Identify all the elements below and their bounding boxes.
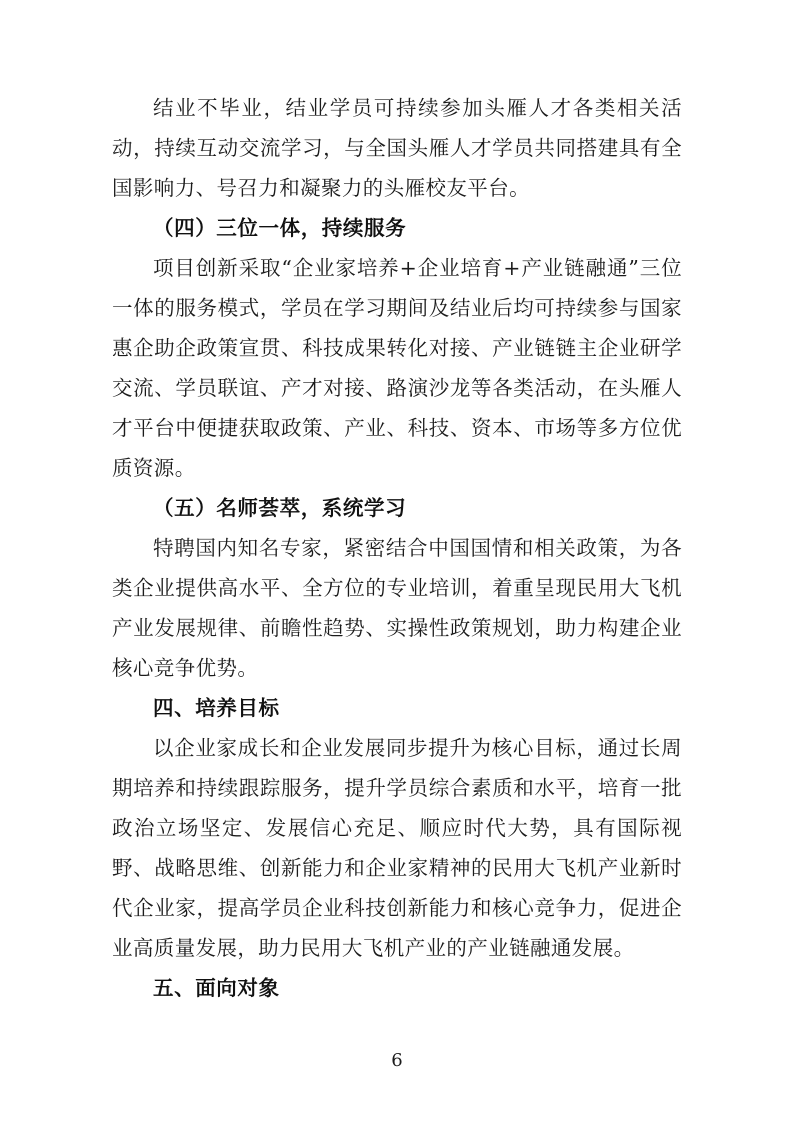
page-number: 6: [391, 1050, 403, 1071]
paragraph-expert-training: 特聘国内知名专家，紧密结合中国国情和相关政策，为各类企业提供高水平、全方位的专业培训，着重呈现民用大飞机产业发展规律、前瞻性趋势、实操性政策规划，助力构建企业核心竞争优势。: [112, 536, 682, 680]
subheading-section-five-faculty: （五）名师荟萃，系统学习: [153, 496, 407, 520]
heading-target-audience: 五、面向对象: [153, 976, 280, 1000]
paragraph-alumni-platform: 结业不毕业，结业学员可持续参加头雁人才各类相关活动，持续互动交流学习，与全国头雁人才学员共同搭建具有全国影响力、号召力和凝聚力的头雁校友平台。: [112, 96, 682, 200]
paragraph-trinity-service-model: 项目创新采取“企业家培养+企业培育+产业链融通”三位一体的服务模式，学员在学习期间及结业后均可持续参与国家惠企助企政策宣贯、科技成果转化对接、产业链链主企业研学交流、学员联谊、产才对接、路演沙龙等各类活动，在头雁人才平台中便捷获取政策、产业、科技、资本、市场等多方位优质资源。: [112, 256, 682, 480]
document-body: [112, 88, 682, 1008]
heading-training-objectives: 四、培养目标: [153, 696, 280, 720]
paragraph-training-objectives-detail: 以企业家成长和企业发展同步提升为核心目标，通过长周期培养和持续跟踪服务，提升学员综合素质和水平，培育一批政治立场坚定、发展信心充足、顺应时代大势，具有国际视野、战略思维、创新能力和企业家精神的民用大飞机产业新时代企业家，提高学员企业科技创新能力和核心竞争力，促进企业高质量发展，助力民用大飞机产业的产业链融通发展。: [112, 736, 682, 960]
subheading-section-four-trinity: （四）三位一体，持续服务: [153, 216, 407, 240]
